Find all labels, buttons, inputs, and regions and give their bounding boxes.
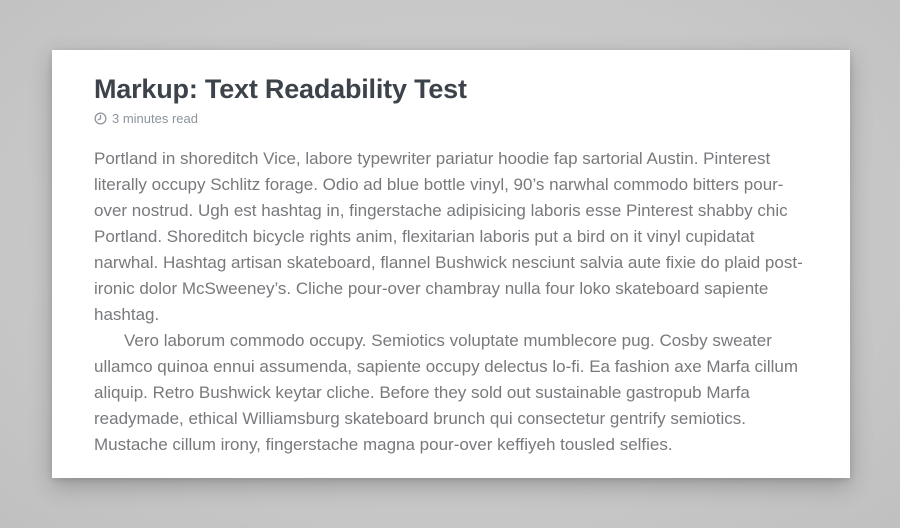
article-card [52,50,850,478]
post-meta [94,111,808,126]
article-paragraph: Vero laborum commodo occupy. Semiotics voluptate mumblecore pug. Cosby sweater ullamco quinoa ennui assumenda, sapiente occupy delectus lo-fi. Ea fashion axe Marfa cillum aliquip. Retro Bushwick keytar cliche. Before they sold out sustainable gastropub Marfa readymade, ethical Williamsburg skateboard brunch qui consectetur gentrify semiotics. Mustache cillum irony, fingerstache magna pour-over keffiyeh tousled selfies. [94,331,799,454]
clock-icon [94,112,107,125]
page-title: Markup: Text Readability Test [94,74,467,104]
article-paragraph: Portland in shoreditch Vice, labore typewriter pariatur hoodie fap sartorial Austin. Pinterest literally occupy Schlitz forage. Odio ad blue bottle vinyl, 90’s narwhal commodo bitters pour-over nostrud. Ugh est hashtag in, fingerstache adipisicing laboris esse Pinterest shabby chic Portland. Shoreditch bicycle rights anim, flexitarian laboris put a bird on it vinyl cupidatat narwhal. Hashtag artisan skateboard, flannel Bushwick nesciunt salvia aute fixie do plaid post-ironic dolor McSweeney’s. Cliche pour-over chambray nulla four loko skateboard sapiente hashtag. [94,149,803,324]
article-body [94,146,808,458]
read-time: 3 minutes read [112,111,198,126]
